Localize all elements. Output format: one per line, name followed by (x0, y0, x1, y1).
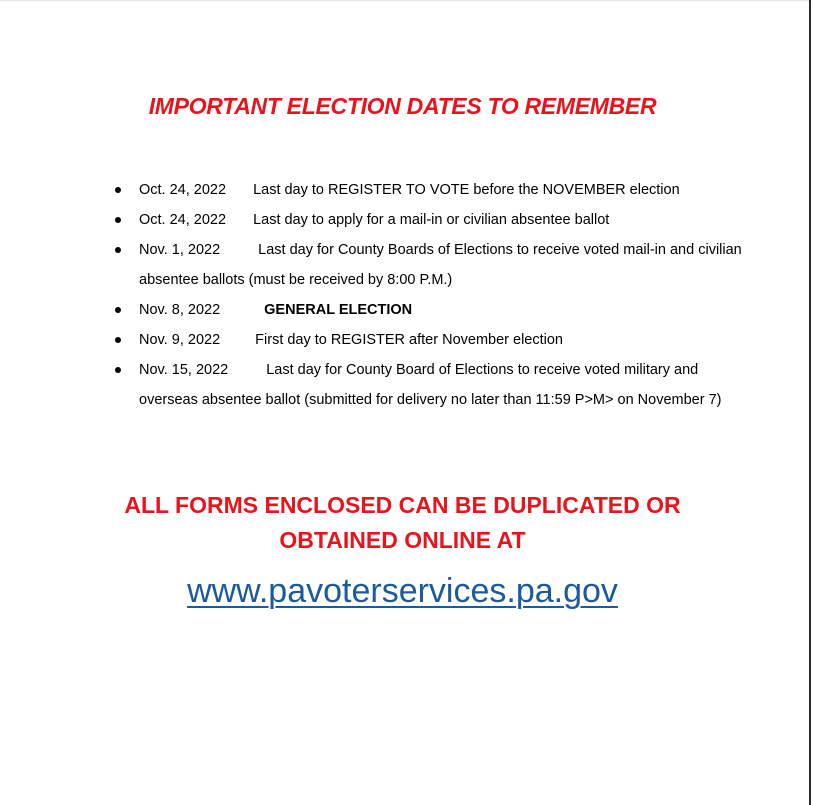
page-title: IMPORTANT ELECTION DATES TO REMEMBER (148, 93, 657, 119)
list-item (113, 325, 753, 355)
bullet-icon (115, 217, 121, 223)
date-description: Last day for County Boards of Elections to receive voted mail-in and civilian absentee ballots (must be received by 8:00 P.M.) (139, 242, 742, 288)
date-label: Nov. 9, 2022 (139, 332, 221, 348)
forms-notice (0, 488, 805, 558)
bullet-icon (115, 367, 121, 373)
date-description: Last day to apply for a mail-in or civilian absentee ballot (253, 212, 610, 228)
election-dates-list (113, 175, 753, 415)
bullet-icon (115, 337, 121, 343)
date-description: GENERAL ELECTION (264, 302, 413, 318)
voter-services-link[interactable]: www.pavoterservices.pa.gov (187, 572, 618, 610)
date-label: Nov. 8, 2022 (139, 302, 221, 318)
date-label: Nov. 15, 2022 (139, 362, 229, 378)
notice-line-2: OBTAINED ONLINE AT (279, 527, 526, 553)
page-top-edge (0, 0, 811, 1)
date-label: Nov. 1, 2022 (139, 242, 221, 258)
bullet-icon (115, 307, 121, 313)
page-right-edge (809, 0, 811, 805)
list-item (113, 175, 753, 205)
date-description: Last day to REGISTER TO VOTE before the NOVEMBER election (253, 182, 680, 198)
date-label: Oct. 24, 2022 (139, 182, 227, 198)
notice-line-1: ALL FORMS ENCLOSED CAN BE DUPLICATED OR (124, 492, 681, 518)
date-description: First day to REGISTER after November election (255, 332, 563, 348)
bullet-icon (115, 247, 121, 253)
list-item (113, 235, 753, 295)
list-item (113, 355, 753, 415)
date-description: Last day for County Board of Elections to receive voted military and overseas absentee ballot (submitted for delivery no later than 11:59 P>M> on November 7) (139, 362, 722, 408)
date-label: Oct. 24, 2022 (139, 212, 227, 228)
list-item (113, 205, 753, 235)
list-item (113, 295, 753, 325)
bullet-icon (115, 187, 121, 193)
